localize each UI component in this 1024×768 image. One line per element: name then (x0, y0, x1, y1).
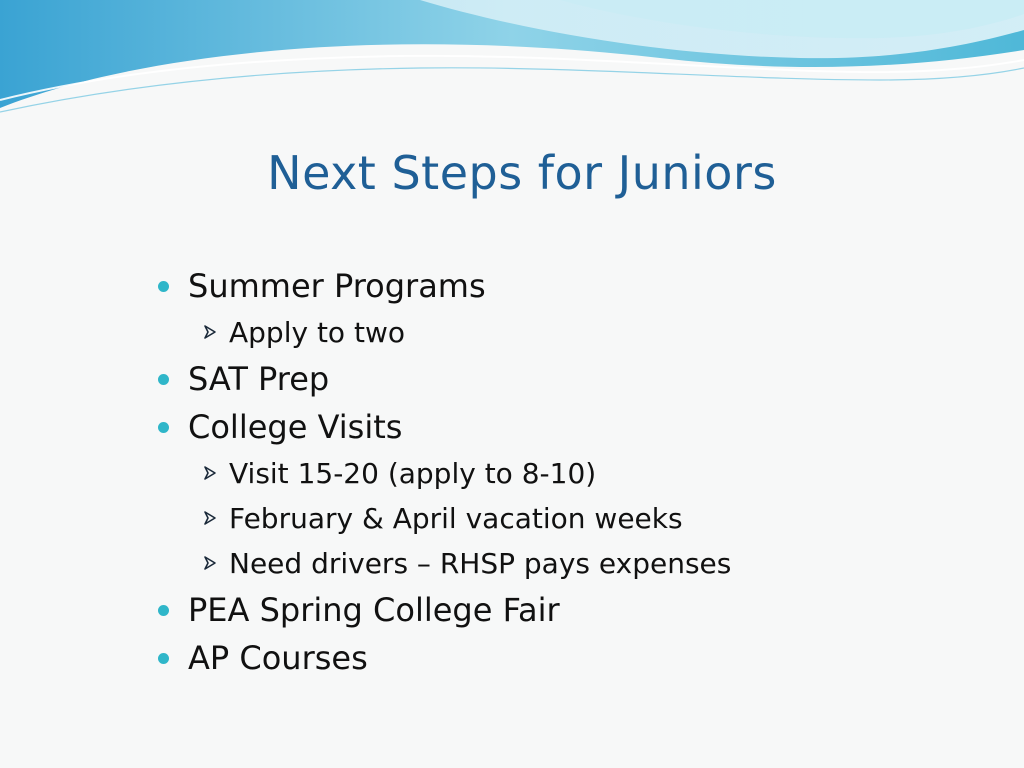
sub-bullet-text: February & April vacation weeks (229, 502, 683, 535)
arrow-bullet-icon (203, 324, 219, 340)
bullet-text: PEA Spring College Fair (188, 591, 560, 629)
arrow-bullet-icon (203, 465, 219, 481)
bullet-item-summer-programs (156, 262, 976, 310)
bullet-dot-icon (158, 422, 169, 433)
bullet-dot-icon (158, 374, 169, 385)
sub-bullet-text: Visit 15-20 (apply to 8-10) (229, 457, 597, 490)
bullet-text: AP Courses (188, 639, 368, 677)
sub-bullet-item (156, 451, 976, 496)
slide-title: Next Steps for Juniors (267, 146, 777, 200)
sub-bullet-item (156, 541, 976, 586)
bullet-dot-icon (158, 281, 169, 292)
bullet-item-sat-prep (156, 355, 976, 403)
bullet-text: College Visits (188, 408, 403, 446)
bullet-item-pea-spring-college-fair (156, 586, 976, 634)
bullet-list (156, 262, 976, 682)
bullet-dot-icon (158, 653, 169, 664)
bullet-text: Summer Programs (188, 267, 486, 305)
bullet-item-ap-courses (156, 634, 976, 682)
bullet-dot-icon (158, 605, 169, 616)
sub-bullet-item (156, 496, 976, 541)
sub-bullet-item (156, 310, 976, 355)
bullet-item-college-visits (156, 403, 976, 451)
arrow-bullet-icon (203, 555, 219, 571)
bullet-text: SAT Prep (188, 360, 330, 398)
sub-bullet-text: Need drivers – RHSP pays expenses (229, 547, 732, 580)
arrow-bullet-icon (203, 510, 219, 526)
sub-bullet-text: Apply to two (229, 316, 405, 349)
header-wave-decoration (0, 0, 1024, 130)
